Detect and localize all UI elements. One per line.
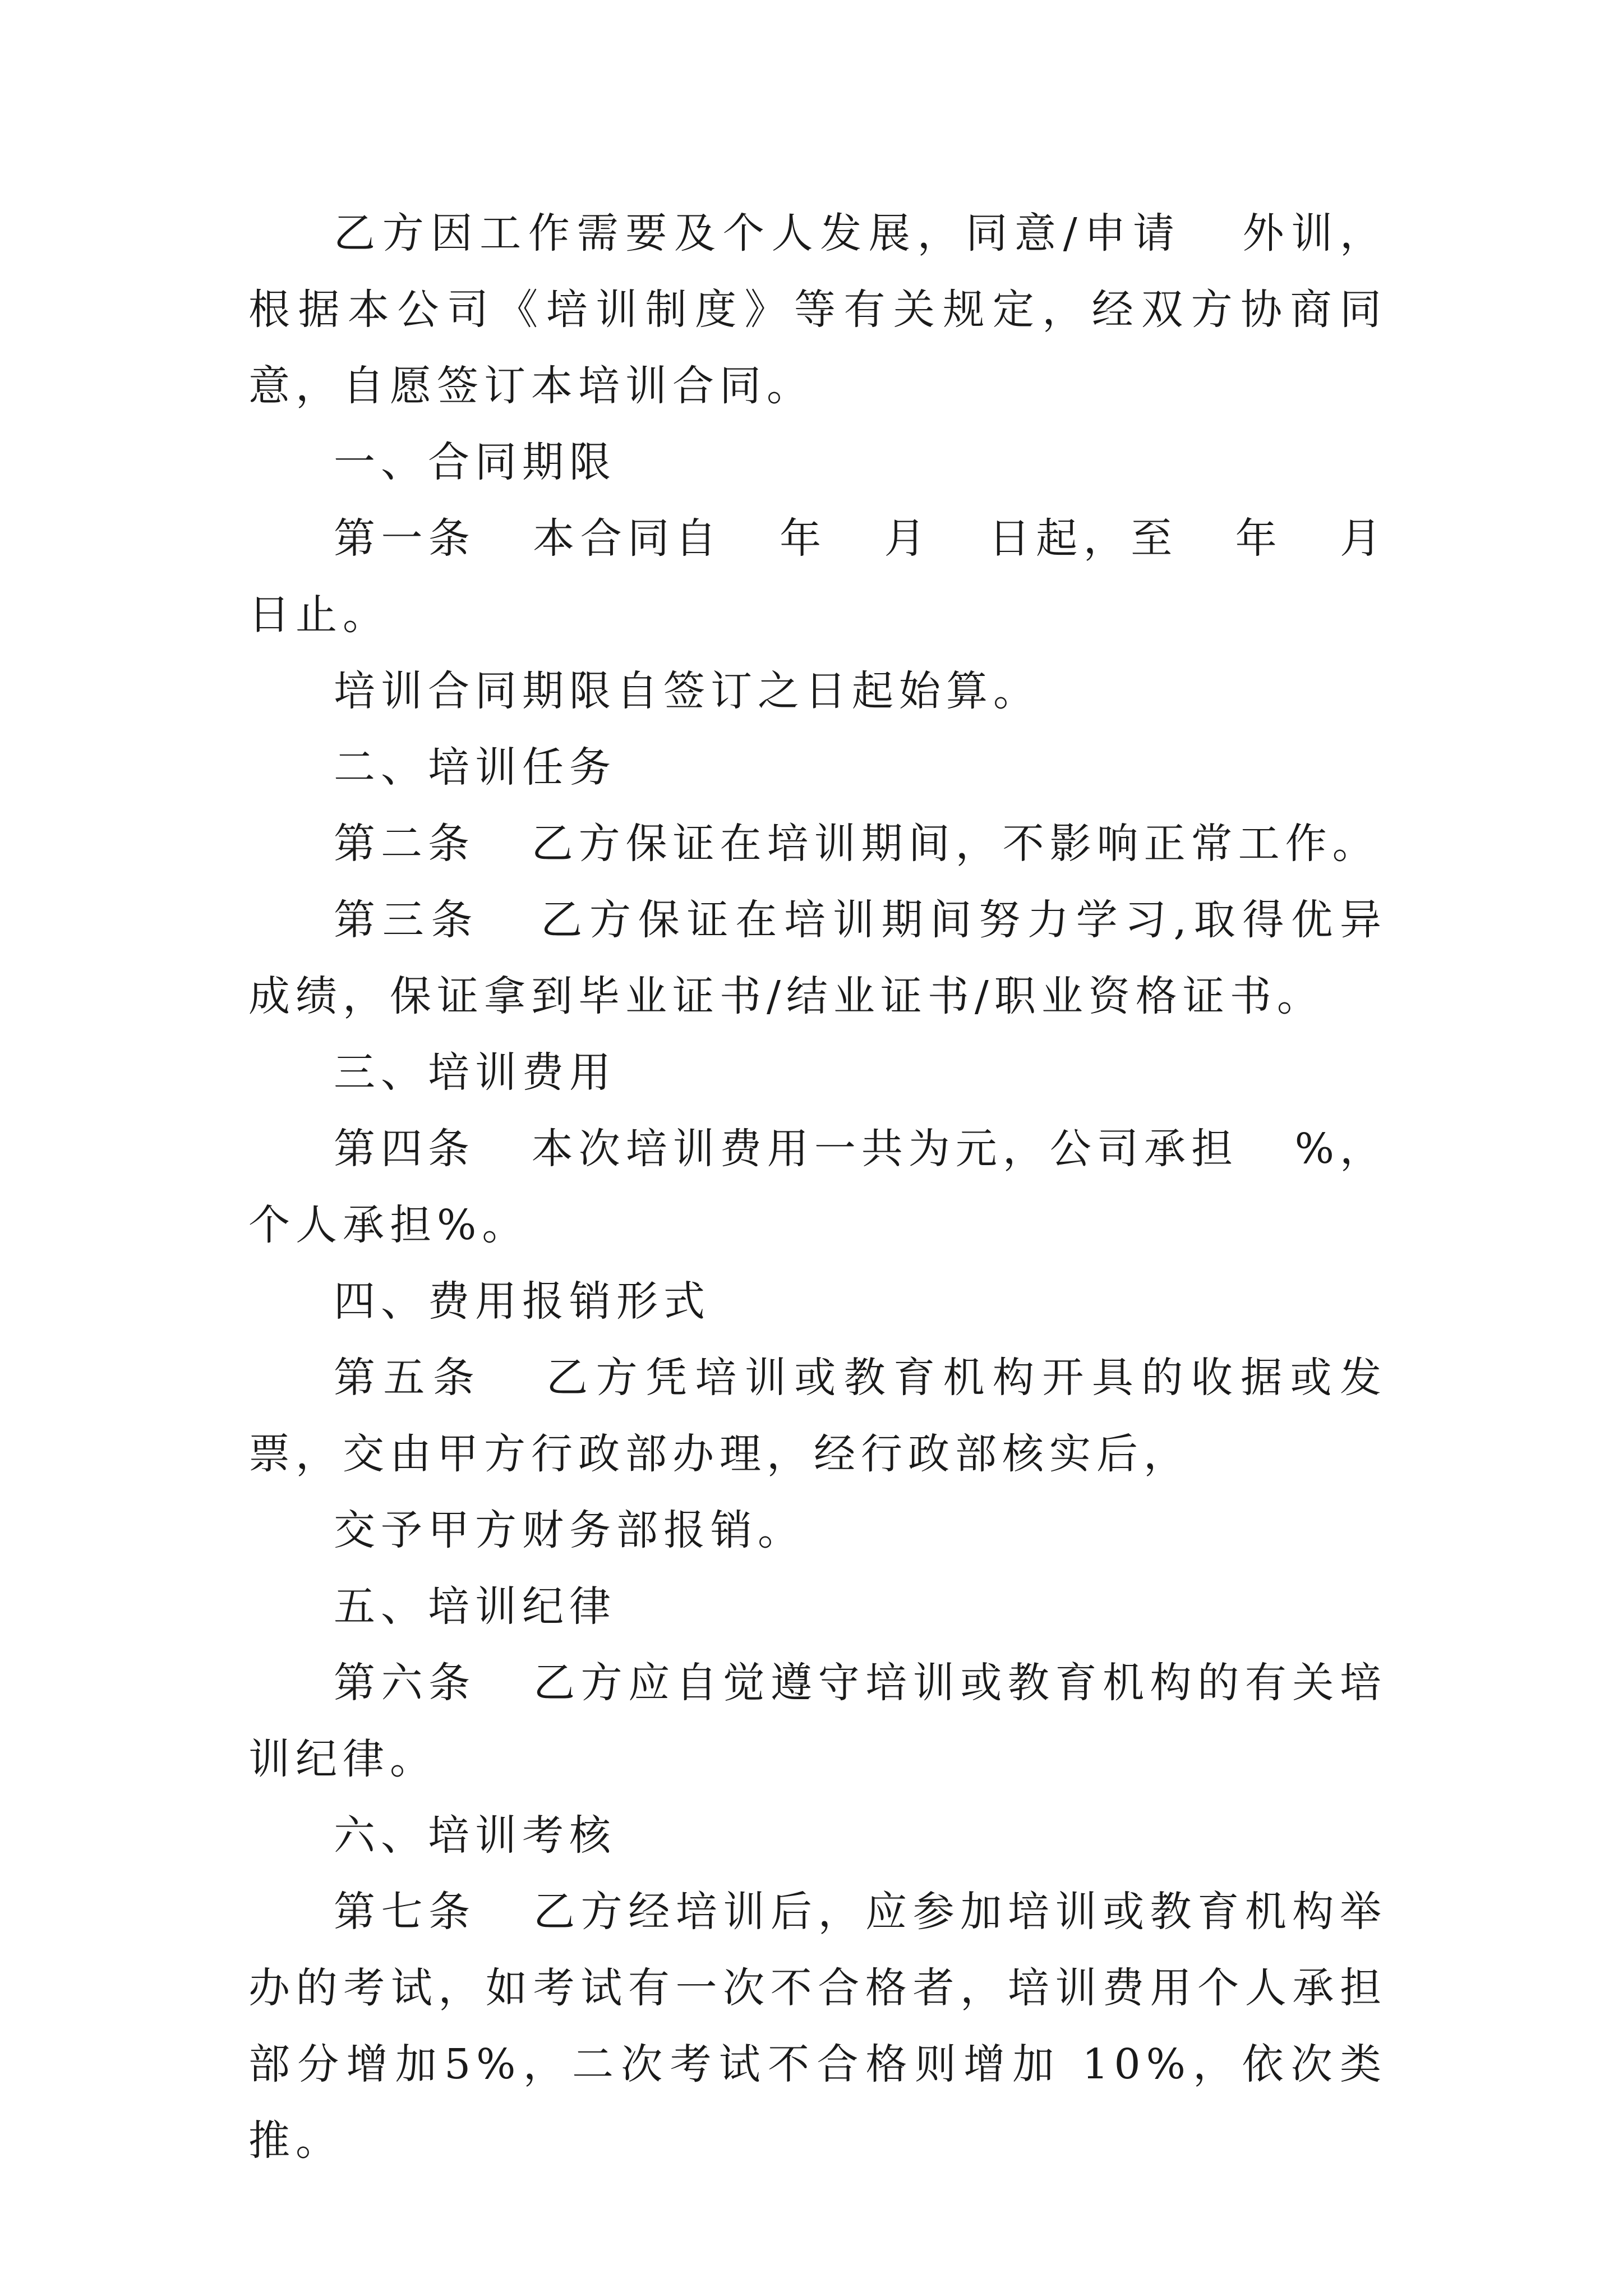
section-heading-1: 一、合同期限 bbox=[334, 438, 616, 486]
section-heading-5: 五、培训纪律 bbox=[334, 1582, 616, 1631]
article-4: 第四条 本次培训费用一共为元，公司承担 %，个人承担%。 bbox=[248, 1125, 1387, 1249]
article-2: 第二条 乙方保证在培训期间，不影响正常工作。 bbox=[334, 820, 1380, 868]
intro-paragraph: 乙方因工作需要及个人发展，同意/申请 外训，根据本公司《培训制度》等有关规定，经双方协商同意，自愿签订本培训合同。 bbox=[248, 209, 1387, 410]
article-5: 第五条 乙方凭培训或教育机构开具的收据或发票，交由甲方行政部办理，经行政部核实后， bbox=[248, 1354, 1387, 1478]
section-heading-4: 四、费用报销形式 bbox=[334, 1277, 711, 1326]
article-7: 第七条 乙方经培训后，应参加培训或教育机构举办的考试，如考试有一次不合格者，培训费用个人承担部分增加5%，二次考试不合格则增加 10%，依次类推。 bbox=[248, 1888, 1387, 2165]
article-5-continued: 交予甲方财务部报销。 bbox=[334, 1506, 805, 1554]
article-6: 第六条 乙方应自觉遵守培训或教育机构的有关培训纪律。 bbox=[248, 1659, 1387, 1783]
section-heading-6: 六、培训考核 bbox=[334, 1811, 616, 1860]
contract-body bbox=[248, 195, 1387, 2179]
section-heading-3: 三、培训费用 bbox=[334, 1048, 616, 1097]
section-heading-2: 二、培训任务 bbox=[334, 743, 616, 792]
article-1-note: 培训合同期限自签订之日起始算。 bbox=[334, 667, 1040, 715]
article-3: 第三条 乙方保证在培训期间努力学习,取得优异成绩，保证拿到毕业证书/结业证书/职业资格证书。 bbox=[248, 896, 1387, 1020]
article-1: 第一条 本合同自 年 月 日起，至 年 月日止。 bbox=[248, 514, 1387, 639]
